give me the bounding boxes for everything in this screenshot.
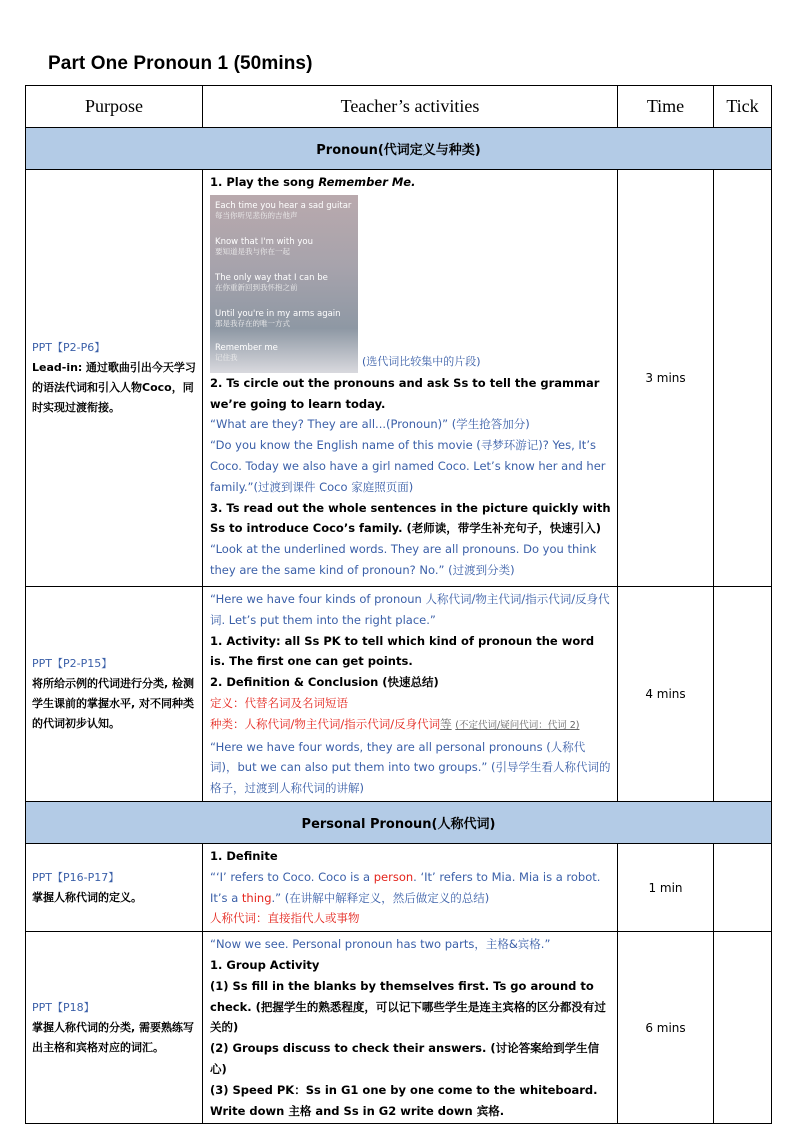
- purpose-cell: [26, 843, 203, 931]
- header-purpose: Purpose: [26, 86, 203, 128]
- lesson-plan-table: [25, 85, 772, 1124]
- activity-cell: [203, 587, 618, 802]
- section-personal-pronoun: Personal Pronoun(人称代词): [26, 801, 772, 843]
- activity-cell: [203, 170, 618, 587]
- page-title: Part One Pronoun 1 (50mins): [48, 53, 313, 74]
- time-cell: 1 min: [618, 843, 714, 931]
- activity-cell: [203, 843, 618, 931]
- table-row: [26, 843, 772, 931]
- activity-line: “Here we have four words, they are all personal pronouns (人称代词)，but we can also put them into two groups.” (引导学生看人称代词的格子，过渡到人称代词的讲解): [210, 739, 611, 796]
- purpose-text: 掌握人称代词的分类, 需要熟练写出主格和宾格对应的词汇。: [32, 1020, 195, 1054]
- ppt-ref: PPT【P18】: [32, 1000, 95, 1014]
- purpose-cell: [26, 932, 203, 1124]
- image-caption: (选代词比较集中的片段): [362, 355, 481, 368]
- activity-line: (3) Speed PK：Ss in G1 one by one come to the whiteboard. Write down 主格 and Ss in G2 write down 宾格.: [210, 1082, 598, 1118]
- table-row: [26, 170, 772, 587]
- ppt-ref: PPT【P2-P6】: [32, 341, 106, 354]
- ppt-ref: PPT【P2-P15】: [32, 656, 113, 670]
- lyric-line: The only way that I can be 在你重新回到我怀抱之前: [215, 272, 328, 292]
- header-activities: Teacher’s activities: [203, 86, 618, 128]
- activity-line: “Do you know the English name of this movie (寻梦环游记)? Yes, It’s Coco. Today we also have a girl named Coco. Let’s know her and her family.”(过渡到课件 Coco 家庭照页面): [210, 438, 606, 494]
- activity-line: “Here we have four kinds of pronoun 人称代词/物主代词/指示代词/反身代词. Let’s put them into the right place.”: [210, 592, 610, 627]
- activity-line: 2. Ts circle out the pronouns and ask Ss to tell the grammar we’re going to learn today.: [210, 375, 600, 411]
- activity-cell: [203, 932, 618, 1124]
- activity-line: (1) Ss fill in the blanks by themselves first. Ts go around to check. (把握学生的熟悉程度，可以记下哪些学生是连主宾格的区分都没有过关的): [210, 978, 606, 1035]
- tick-cell[interactable]: [714, 932, 772, 1124]
- tick-cell[interactable]: [714, 843, 772, 931]
- activity-line: “What are they? They are all...(Pronoun)” (学生抢答加分): [210, 417, 530, 432]
- time-cell: 3 mins: [618, 170, 714, 587]
- section-pronoun: Pronoun(代词定义与种类): [26, 128, 772, 170]
- song-lyrics-image: [210, 195, 358, 373]
- section-row: [26, 128, 772, 170]
- ppt-ref: PPT【P16-P17】: [32, 870, 120, 884]
- activity-line: 2. Definition & Conclusion (快速总结): [210, 675, 439, 690]
- song-block: [210, 193, 611, 373]
- activity-line: 人称代词：直接指代人或事物: [210, 911, 360, 926]
- tick-cell[interactable]: [714, 587, 772, 802]
- time-cell: 4 mins: [618, 587, 714, 802]
- activity-line: 1. Group Activity: [210, 957, 320, 972]
- activity-line: (2) Groups discuss to check their answers. (讨论答案给到学生信心): [210, 1041, 600, 1076]
- activity-line: 1. Play the song Remember Me.: [210, 175, 416, 189]
- purpose-cell: [26, 170, 203, 587]
- activity-line: 1. Definite: [210, 848, 278, 863]
- activity-line: “Look at the underlined words. They are all pronouns. Do you think they are the same kind of pronoun? No.” (过渡到分类): [210, 542, 597, 577]
- purpose-text: 掌握人称代词的定义。: [32, 890, 142, 904]
- header-tick: Tick: [714, 86, 772, 128]
- activity-line: “Now we see. Personal pronoun has two parts，主格&宾格.”: [210, 937, 551, 952]
- activity-line: 1. Activity: all Ss PK to tell which kind of pronoun the word is. The first one can get points.: [210, 633, 595, 669]
- activity-line: 种类：人称代词/物主代词/指示代词/反身代词等 (不定代词/疑问代词：代词 2): [210, 716, 580, 731]
- header-time: Time: [618, 86, 714, 128]
- purpose-text: Lead-in: 通过歌曲引出今天学习的语法代词和引入人物Coco，同时实现过渡衔接。: [32, 361, 196, 414]
- lyric-line: Know that I'm with you 要知道是我与你在一起: [215, 236, 313, 256]
- activity-line: 3. Ts read out the whole sentences in the picture quickly with Ss to introduce Coco’s family. (老师读，带学生补充句子，快速引入): [210, 500, 611, 536]
- tick-cell[interactable]: [714, 170, 772, 587]
- lyric-line: Remember me 记住我: [215, 342, 278, 362]
- table-row: [26, 587, 772, 802]
- table-row: [26, 932, 772, 1124]
- activity-line: 定义：代替名词及名词短语: [210, 695, 348, 710]
- time-cell: 6 mins: [618, 932, 714, 1124]
- section-row: [26, 801, 772, 843]
- lyric-line: Each time you hear a sad guitar 每当你听见悲伤的吉他声: [215, 200, 352, 220]
- purpose-cell: [26, 587, 203, 802]
- purpose-text: 将所给示例的代词进行分类, 检测学生课前的掌握水平, 对不同种类的代词初步认知。: [32, 676, 195, 730]
- lyric-line: Until you're in my arms again 那是我存在的唯一方式: [215, 308, 341, 328]
- header-row: [26, 86, 772, 128]
- activity-line: “‘I’ refers to Coco. Coco is a person. ‘It’ refers to Mia. Mia is a robot. It’s a thing.” (在讲解中解释定义，然后做定义的总结): [210, 869, 601, 905]
